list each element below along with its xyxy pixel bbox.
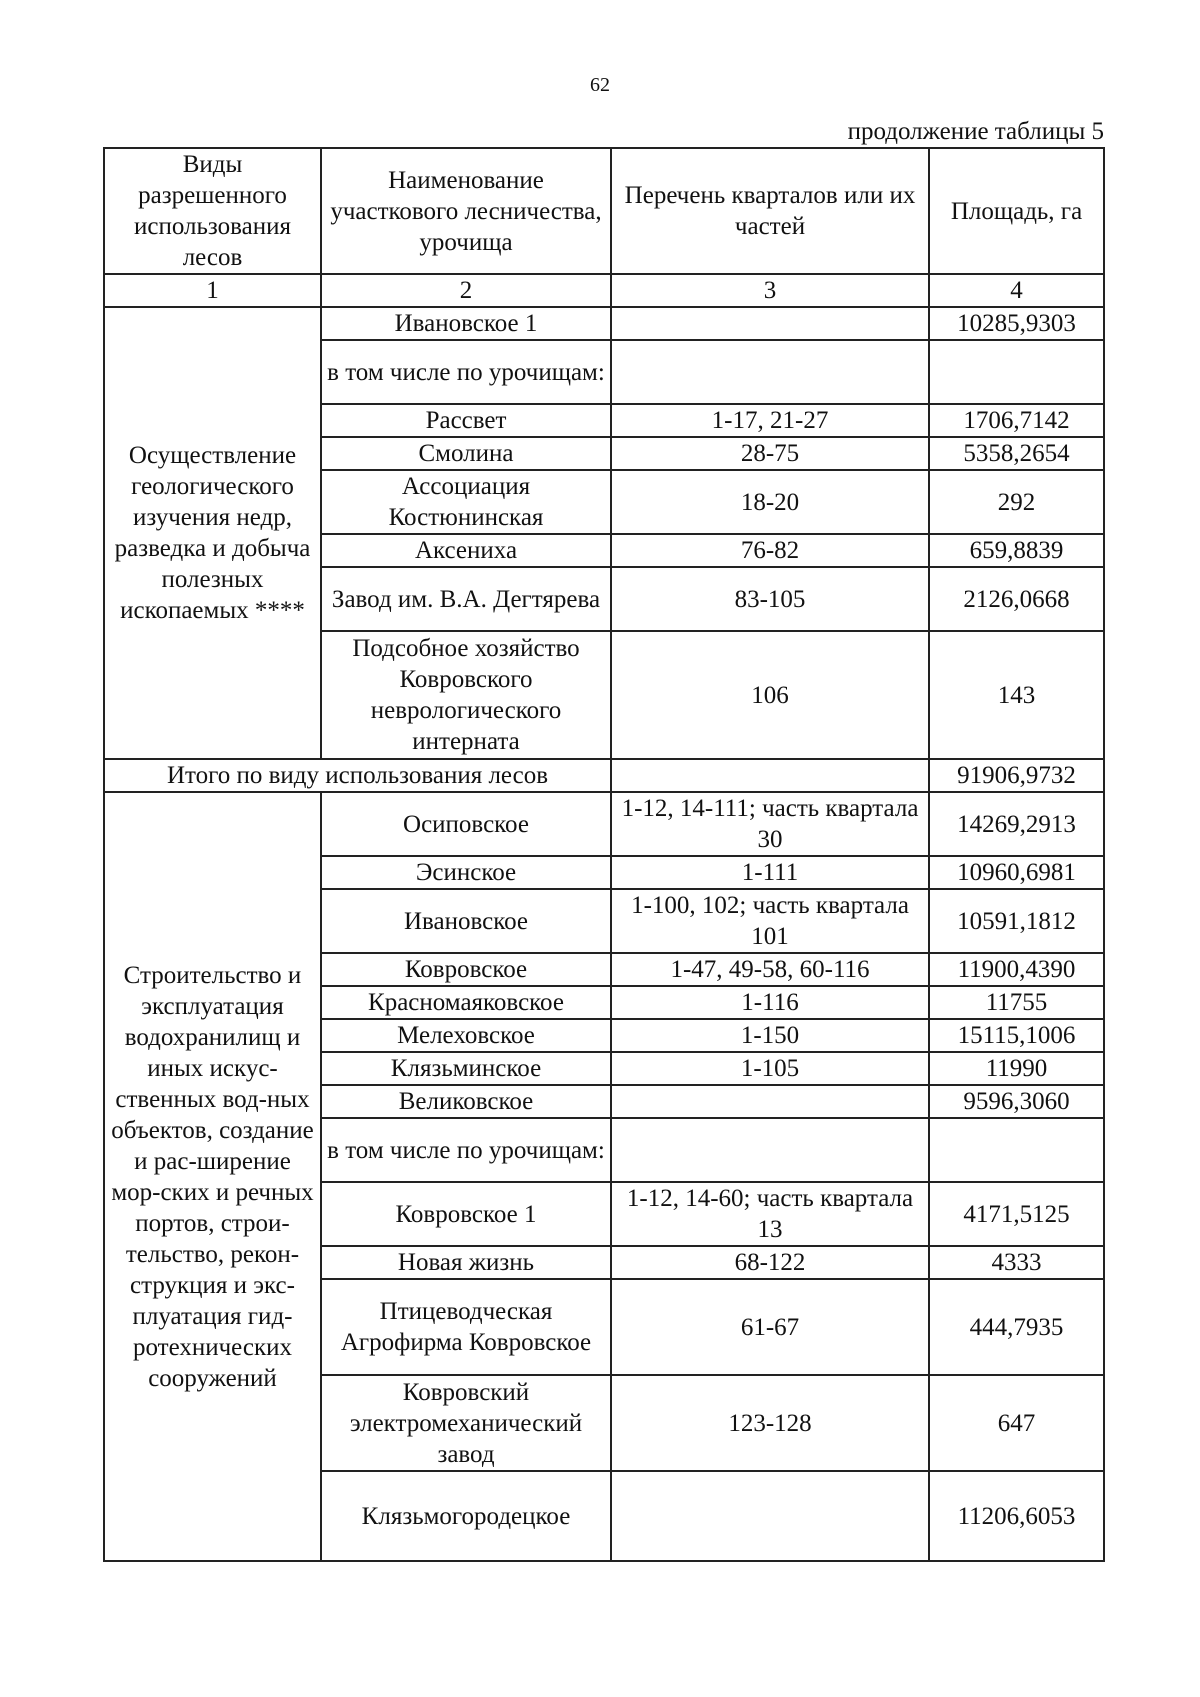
area: 143: [929, 631, 1104, 759]
forestry-name: Ивановское: [321, 889, 611, 953]
forestry-name: в том числе по урочищам:: [321, 1118, 611, 1182]
header-use-type: Виды разрешенного использования лесов: [104, 148, 321, 274]
column-number: 3: [611, 274, 929, 307]
forestry-name: Птицеводческая Агрофирма Ковровское: [321, 1279, 611, 1375]
quarters: 1-111: [611, 856, 929, 889]
forestry-name: Ковровский электромеханический завод: [321, 1375, 611, 1471]
column-number: 1: [104, 274, 321, 307]
forestry-name: Мелеховское: [321, 1019, 611, 1052]
area: 11900,4390: [929, 953, 1104, 986]
use-type-cell: Строительство и эксплуатация водохранилищ и иных искус-ственных вод-ных объектов, создание и рас-ширение мор-ских и речных портов, строи-тельство, рекон-струкция и экс-плуатация гид-ротехнических сооружений: [104, 792, 321, 1561]
forestry-name: в том числе по урочищам:: [321, 340, 611, 404]
quarters: 1-116: [611, 986, 929, 1019]
quarters: 1-17, 21-27: [611, 404, 929, 437]
column-number: 4: [929, 274, 1104, 307]
column-number: 2: [321, 274, 611, 307]
quarters: 1-47, 49-58, 60-116: [611, 953, 929, 986]
forestry-name: Осиповское: [321, 792, 611, 856]
forestry-name: Клязьмогородецкое: [321, 1471, 611, 1561]
area: 11990: [929, 1052, 1104, 1085]
area: [929, 1118, 1104, 1182]
total-area: 91906,9732: [929, 759, 1104, 792]
area: 1706,7142: [929, 404, 1104, 437]
quarters: 1-12, 14-60; часть квартала 13: [611, 1182, 929, 1246]
area: 11206,6053: [929, 1471, 1104, 1561]
area: 4171,5125: [929, 1182, 1104, 1246]
quarters: [611, 1471, 929, 1561]
quarters: 1-100, 102; часть квартала 101: [611, 889, 929, 953]
table-header-row: [104, 148, 1104, 274]
area: 5358,2654: [929, 437, 1104, 470]
quarters: 61-67: [611, 1279, 929, 1375]
total-row: [104, 759, 1104, 792]
forestry-name: Аксениха: [321, 534, 611, 567]
area: 4333: [929, 1246, 1104, 1279]
quarters: 28-75: [611, 437, 929, 470]
quarters: 1-12, 14-111; часть квартала 30: [611, 792, 929, 856]
use-type-cell: Осуществление геологического изучения недр, разведка и добыча полезных ископаемых ****: [104, 307, 321, 759]
forestry-name: Завод им. В.А. Дегтярева: [321, 567, 611, 631]
quarters: 18-20: [611, 470, 929, 534]
forestry-name: Ковровское 1: [321, 1182, 611, 1246]
quarters: [611, 307, 929, 340]
quarters: [611, 340, 929, 404]
quarters: [611, 759, 929, 792]
quarters: [611, 1085, 929, 1118]
table-row: [104, 307, 1104, 340]
area: 444,7935: [929, 1279, 1104, 1375]
area: 11755: [929, 986, 1104, 1019]
forestry-name: Смолина: [321, 437, 611, 470]
forestry-name: Великовское: [321, 1085, 611, 1118]
forestry-name: Эсинское: [321, 856, 611, 889]
column-number-row: [104, 274, 1104, 307]
forestry-name: Рассвет: [321, 404, 611, 437]
forest-use-table: [103, 147, 1105, 1562]
area: 9596,3060: [929, 1085, 1104, 1118]
area: 10591,1812: [929, 889, 1104, 953]
header-forestry-name: Наименование участкового лесничества, урочища: [321, 148, 611, 274]
page-number: 62: [590, 74, 610, 96]
quarters: 123-128: [611, 1375, 929, 1471]
quarters: 106: [611, 631, 929, 759]
header-area: Площадь, га: [929, 148, 1104, 274]
table-row: [104, 792, 1104, 856]
quarters: 68-122: [611, 1246, 929, 1279]
quarters: 1-150: [611, 1019, 929, 1052]
forestry-name: Новая жизнь: [321, 1246, 611, 1279]
area: 14269,2913: [929, 792, 1104, 856]
forestry-name: Красномаяковское: [321, 986, 611, 1019]
forestry-name: Ковровское: [321, 953, 611, 986]
total-label: Итого по виду использования лесов: [104, 759, 611, 792]
quarters: 76-82: [611, 534, 929, 567]
area: 10285,9303: [929, 307, 1104, 340]
table-continuation-label: продолжение таблицы 5: [847, 118, 1104, 145]
quarters: [611, 1118, 929, 1182]
forestry-name: Подсобное хозяйство Ковровского неврологического интерната: [321, 631, 611, 759]
header-quarters: Перечень кварталов или их частей: [611, 148, 929, 274]
forestry-name: Ассоциация Костюнинская: [321, 470, 611, 534]
forestry-name: Ивановское 1: [321, 307, 611, 340]
area: 292: [929, 470, 1104, 534]
quarters: 83-105: [611, 567, 929, 631]
area: 2126,0668: [929, 567, 1104, 631]
area: 10960,6981: [929, 856, 1104, 889]
quarters: 1-105: [611, 1052, 929, 1085]
area: 647: [929, 1375, 1104, 1471]
area: 659,8839: [929, 534, 1104, 567]
area: [929, 340, 1104, 404]
area: 15115,1006: [929, 1019, 1104, 1052]
forestry-name: Клязьминское: [321, 1052, 611, 1085]
